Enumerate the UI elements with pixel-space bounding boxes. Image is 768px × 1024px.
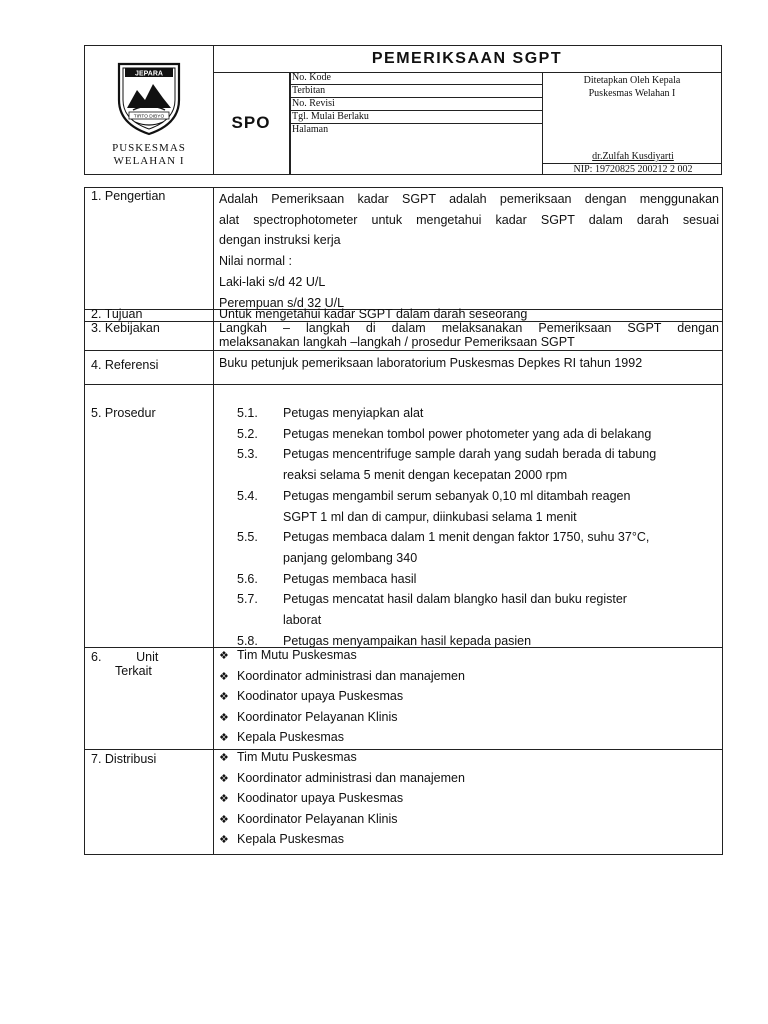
step-number: 5.6. — [237, 571, 258, 586]
list-item-text: Koordinator Pelayanan Klinis — [237, 811, 398, 826]
step-line: Petugas menyampaikan hasil kepada pasien — [283, 633, 532, 648]
step-text — [283, 486, 707, 527]
signatory-nip: NIP: 19720825 200212 2 002 — [573, 164, 693, 175]
diamond-bullet-icon: ❖ — [219, 691, 229, 703]
field-no-revisi: No. Revisi — [290, 98, 543, 111]
step-line: Petugas membaca dalam 1 menit dengan faktor 1750, suhu 37°C, — [283, 530, 650, 545]
row-pengertian — [85, 188, 722, 310]
diamond-bullet-icon: ❖ — [219, 813, 229, 826]
step-number: 5.7. — [237, 592, 258, 607]
diamond-bullet-icon: ❖ — [219, 752, 229, 764]
list-item — [219, 688, 699, 709]
list-item-text: Tim Mutu Puskesmas — [237, 750, 357, 764]
diamond-bullet-icon: ❖ — [219, 732, 229, 744]
label-unit-terkait — [91, 650, 211, 678]
pengertian-text — [219, 189, 719, 313]
step-line: Petugas membaca hasil — [283, 571, 417, 586]
step-line: Petugas mencentrifuge sample darah yang sudah berada di tabung — [283, 447, 657, 462]
list-item — [219, 729, 699, 750]
logo-motto: TIRTO DIBYO — [133, 114, 165, 120]
kebijakan-text — [219, 322, 719, 349]
list-item — [219, 647, 699, 668]
step-number: 5.8. — [237, 633, 258, 648]
referensi-text: Buku petunjuk pemeriksaan laboratorium Puskesmas Depkes RI tahun 1992 — [219, 356, 643, 370]
organization-name — [85, 142, 213, 168]
spo-label: SPO — [213, 72, 290, 174]
label-unit-line-2: Terkait — [115, 664, 152, 678]
step-line: panjang gelombang 340 — [283, 550, 418, 565]
kebijakan-line: Langkah – langkah di dalam melaksanakan Pemeriksaan SGPT dengan — [219, 321, 719, 335]
label-pengertian: 1. Pengertian — [91, 189, 166, 203]
step-number: 5.3. — [237, 447, 258, 462]
step-line: Petugas mengambil serum sebanyak 0,10 ml ditambah reagen — [283, 488, 631, 503]
diamond-bullet-icon: ❖ — [219, 650, 229, 662]
list-item-text: Koordinator administrasi dan manajemen — [237, 770, 465, 785]
approval-block — [543, 72, 721, 174]
list-item — [219, 709, 699, 730]
prosedur-step — [237, 569, 707, 590]
list-item-text: Kepala Puskesmas — [237, 832, 345, 846]
prosedur-steps — [237, 403, 707, 651]
prosedur-step — [237, 589, 707, 630]
list-item — [219, 790, 699, 811]
label-unit-line-1: 6. Unit — [91, 650, 159, 664]
distribusi-list — [219, 749, 699, 852]
diamond-bullet-icon: ❖ — [219, 670, 229, 683]
prosedur-step — [237, 527, 707, 568]
document-header — [84, 45, 722, 175]
prosedur-step — [237, 403, 707, 424]
list-item — [219, 811, 699, 832]
diamond-bullet-icon: ❖ — [219, 711, 229, 724]
label-prosedur: 5. Prosedur — [91, 406, 156, 420]
step-number: 5.1. — [237, 406, 258, 420]
step-line: Petugas mencatat hasil dalam blangko hasil dan buku register — [283, 592, 627, 607]
field-terbitan: Terbitan — [290, 85, 543, 98]
approval-text — [543, 74, 721, 100]
step-text — [283, 403, 707, 424]
row-referensi — [85, 351, 722, 385]
prosedur-step — [237, 444, 707, 485]
jepara-crest-icon — [115, 56, 183, 136]
pengertian-line: Nilai normal : — [219, 254, 292, 269]
step-text — [283, 569, 707, 590]
diamond-bullet-icon: ❖ — [219, 772, 229, 785]
label-distribusi: 7. Distribusi — [91, 752, 157, 766]
pengertian-line: Perempuan s/d 32 U/L — [219, 295, 345, 310]
step-number: 5.4. — [237, 488, 258, 503]
label-kebijakan: 3. Kebijakan — [91, 321, 160, 335]
step-line: Petugas menekan tombol power photometer yang ada di belakang — [283, 426, 652, 441]
step-line: Petugas menyiapkan alat — [283, 406, 424, 420]
list-item — [219, 668, 699, 689]
kebijakan-line: melaksanakan langkah –langkah / prosedur Pemeriksaan SGPT — [219, 334, 575, 349]
row-prosedur — [85, 385, 722, 648]
unit-terkait-list — [219, 647, 699, 750]
label-referensi: 4. Referensi — [91, 358, 159, 372]
step-number: 5.2. — [237, 426, 258, 441]
list-item — [219, 770, 699, 791]
procedure-table — [84, 187, 723, 855]
approval-line-1: Ditetapkan Oleh Kepala — [583, 75, 681, 86]
prosedur-step — [237, 424, 707, 445]
field-tgl-mulai-berlaku: Tgl. Mulai Berlaku — [290, 111, 543, 124]
label-tujuan: 2. Tujuan — [91, 307, 143, 321]
org-line-2: WELAHAN I — [113, 155, 185, 167]
list-item-text: Kepala Puskesmas — [237, 730, 345, 744]
step-text — [283, 527, 707, 568]
list-item-text: Koordinator Pelayanan Klinis — [237, 709, 398, 724]
step-line: reaksi selama 5 menit dengan kecepatan 2000 rpm — [283, 468, 568, 483]
document-control-fields — [290, 72, 543, 137]
approval-line-2: Puskesmas Welahan I — [588, 88, 676, 99]
org-line-1: PUSKESMAS — [112, 142, 186, 154]
list-item-text: Koodinator upaya Puskesmas — [237, 791, 404, 805]
field-halaman: Halaman — [292, 124, 329, 135]
row-unit-terkait — [85, 648, 722, 750]
step-text — [283, 444, 707, 485]
signatory-name: dr.Zulfah Kusdiyarti — [592, 151, 674, 162]
logo-text: JEPARA — [135, 70, 163, 78]
pengertian-line: Adalah Pemeriksaan kadar SGPT adalah pemeriksaan dengan menggunakan — [219, 192, 719, 206]
list-item-text: Koodinator upaya Puskesmas — [237, 689, 404, 703]
logo-cell — [85, 46, 214, 174]
row-kebijakan — [85, 322, 722, 351]
step-text — [283, 424, 707, 445]
list-item — [219, 831, 699, 852]
list-item-text: Tim Mutu Puskesmas — [237, 648, 357, 662]
list-item — [219, 749, 699, 770]
list-item-text: Koordinator administrasi dan manajemen — [237, 668, 465, 683]
diamond-bullet-icon: ❖ — [219, 834, 229, 846]
step-line: laborat — [283, 613, 322, 628]
prosedur-step — [237, 486, 707, 527]
step-text — [283, 589, 707, 630]
step-line: SGPT 1 ml dan di campur, diinkubasi selama 1 menit — [283, 509, 577, 524]
pengertian-line: Laki-laki s/d 42 U/L — [219, 274, 326, 289]
step-number: 5.5. — [237, 530, 258, 545]
diamond-bullet-icon: ❖ — [219, 793, 229, 805]
page-title: PEMERIKSAAN SGPT — [213, 46, 721, 73]
tujuan-text: Untuk mengetahui kadar SGPT dalam darah seseorang — [219, 307, 528, 321]
row-distribusi — [85, 750, 722, 854]
pengertian-line: alat spectrophotometer untuk mengetahui kadar SGPT dalam darah sesuai — [219, 212, 719, 227]
field-no-kode: No. Kode — [290, 72, 543, 85]
pengertian-line: dengan instruksi kerja — [219, 233, 341, 248]
